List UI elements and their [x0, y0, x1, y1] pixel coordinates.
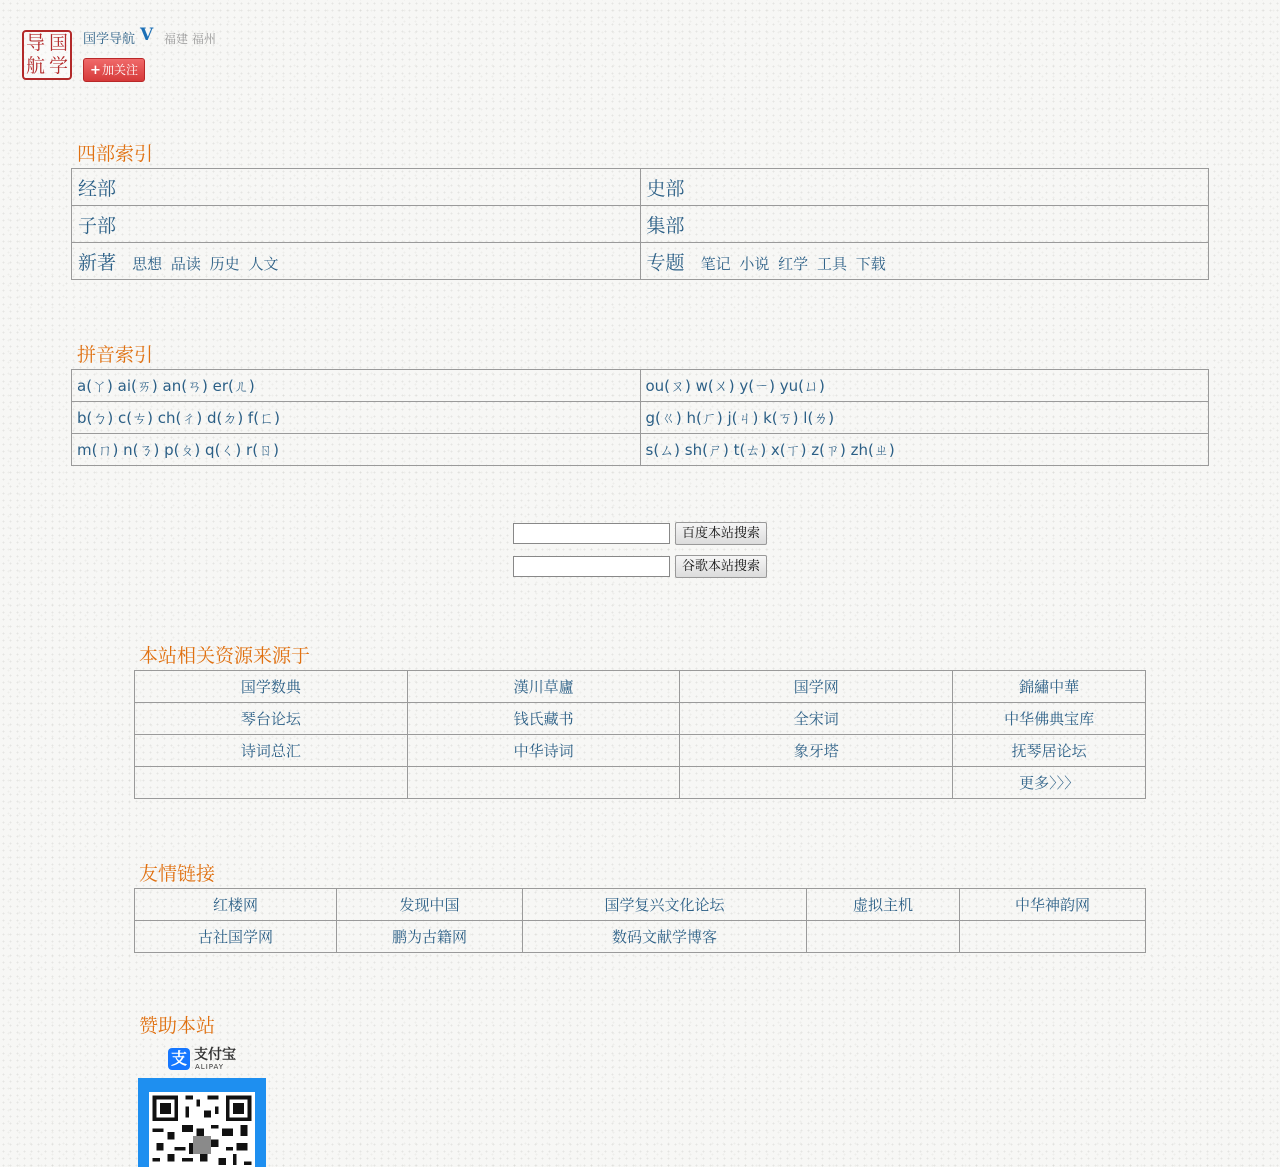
plus-icon: + [90, 63, 101, 78]
table-cell [640, 402, 1209, 434]
table-cell [72, 402, 641, 434]
source-link[interactable]: 錦繡中華 [1019, 678, 1080, 696]
source-link[interactable]: 中华诗词 [513, 742, 574, 760]
seal-char: 航 [25, 55, 45, 77]
table-cell [807, 921, 960, 953]
alipay-icon: 支 [168, 1048, 190, 1070]
table-cell [953, 767, 1146, 799]
alipay-name: 支付宝 [194, 1047, 236, 1063]
table-cell [953, 671, 1146, 703]
subcategory-link[interactable]: 历史 [209, 254, 240, 273]
table-cell [337, 921, 523, 953]
alipay-logo [168, 1047, 238, 1073]
google-search-button[interactable]: 谷歌本站搜索 [675, 555, 767, 578]
follow-label: 加关注 [101, 63, 138, 77]
subcategory-link[interactable]: 红学 [778, 254, 809, 273]
source-link[interactable]: 中华佛典宝库 [1004, 710, 1095, 728]
source-link[interactable]: 全宋词 [793, 710, 839, 728]
seal-char: 导 [25, 32, 45, 54]
table-cell [953, 703, 1146, 735]
friend-link[interactable]: 国学复兴文化论坛 [604, 896, 725, 914]
table-cell [680, 703, 953, 735]
table-cell [72, 169, 641, 206]
friend-links-table [134, 888, 1146, 953]
friend-link[interactable]: 红楼网 [212, 896, 258, 914]
alipay-qr-panel [138, 1078, 266, 1167]
source-link[interactable]: 诗词总汇 [240, 742, 301, 760]
pinyin-links[interactable]: ou(ㄡ) w(ㄨ) y(ㄧ) yu(ㄩ) [645, 377, 825, 395]
subcategory-link[interactable]: 人文 [248, 254, 279, 273]
table-cell [680, 671, 953, 703]
table-row [135, 671, 1146, 703]
category-link[interactable]: 集部 [646, 214, 685, 237]
qr-code-icon [149, 1092, 255, 1167]
verified-v-icon: V [140, 25, 154, 45]
subcategory-link[interactable]: 小说 [739, 254, 770, 273]
table-cell [72, 243, 641, 280]
table-row [135, 767, 1146, 799]
table-cell [960, 889, 1146, 921]
sibu-index-title: 四部索引 [77, 143, 154, 165]
pinyin-links[interactable]: g(ㄍ) h(ㄏ) j(ㄐ) k(ㄎ) l(ㄌ) [645, 409, 835, 427]
table-cell [960, 921, 1146, 953]
friend-link[interactable]: 数码文献学博客 [611, 928, 717, 946]
sponsor-title: 赞助本站 [139, 1015, 216, 1037]
source-link[interactable]: 抚琴居论坛 [1011, 742, 1087, 760]
table-cell [953, 735, 1146, 767]
baidu-search-input[interactable] [513, 523, 670, 544]
category-link[interactable]: 子部 [78, 214, 117, 237]
category-link[interactable]: 新著 [78, 251, 117, 274]
table-cell [407, 671, 680, 703]
table-cell [640, 243, 1209, 280]
friend-links-title: 友情链接 [139, 863, 216, 885]
table-row [72, 206, 1209, 243]
table-row [72, 243, 1209, 280]
table-cell [640, 169, 1209, 206]
friend-link[interactable]: 中华神韵网 [1014, 896, 1090, 914]
table-row [72, 169, 1209, 206]
table-cell [72, 370, 641, 402]
table-row [72, 434, 1209, 466]
account-name-link[interactable]: 国学导航 [83, 32, 136, 47]
table-cell [807, 889, 960, 921]
table-cell [523, 921, 807, 953]
table-cell [135, 671, 408, 703]
table-cell [680, 735, 953, 767]
category-link[interactable]: 史部 [646, 177, 685, 200]
source-link[interactable]: 国学网 [793, 678, 839, 696]
table-cell [680, 767, 953, 799]
alipay-subtitle: ALIPAY [195, 1063, 225, 1071]
more-sources-link[interactable]: 更多〉〉〉 [1019, 774, 1080, 792]
source-link[interactable]: 钱氏藏书 [513, 710, 574, 728]
subcategory-group [701, 255, 890, 273]
google-search-input[interactable] [513, 556, 670, 577]
table-row [135, 735, 1146, 767]
category-link[interactable]: 经部 [78, 177, 117, 200]
subcategory-group [132, 255, 282, 273]
pinyin-links[interactable]: s(ㄙ) sh(ㄕ) t(ㄊ) x(ㄒ) z(ㄗ) zh(ㄓ) [645, 441, 895, 459]
source-link[interactable]: 漢川草廬 [513, 678, 574, 696]
seal-char: 国 [48, 32, 68, 54]
seal-char: 学 [48, 55, 68, 77]
category-link[interactable]: 专题 [646, 251, 685, 274]
sibu-index-table [71, 168, 1209, 280]
table-cell [407, 735, 680, 767]
table-cell [135, 921, 337, 953]
table-row [72, 370, 1209, 402]
table-cell [640, 434, 1209, 466]
table-cell [640, 370, 1209, 402]
pinyin-links[interactable]: a(ㄚ) ai(ㄞ) an(ㄢ) er(ㄦ) [77, 377, 255, 395]
table-cell [135, 767, 408, 799]
table-cell [135, 735, 408, 767]
table-cell [407, 703, 680, 735]
table-cell [640, 206, 1209, 243]
table-cell [135, 889, 337, 921]
sources-title: 本站相关资源来源于 [139, 645, 311, 667]
table-cell [523, 889, 807, 921]
table-row [135, 921, 1146, 953]
account-location: 福建 福州 [164, 32, 216, 46]
subcategory-link[interactable]: 思想 [132, 254, 163, 273]
sources-table [134, 670, 1146, 799]
subcategory-link[interactable]: 下载 [855, 254, 886, 273]
pinyin-index-table [71, 369, 1209, 466]
table-cell [407, 767, 680, 799]
site-seal-logo[interactable] [22, 30, 72, 80]
friend-link[interactable]: 发现中国 [399, 896, 460, 914]
pinyin-links[interactable]: b(ㄅ) c(ㄘ) ch(ㄔ) d(ㄉ) f(ㄈ) [77, 409, 280, 427]
table-row [135, 889, 1146, 921]
friend-link[interactable]: 虚拟主机 [852, 896, 913, 914]
table-cell [135, 703, 408, 735]
table-row [135, 703, 1146, 735]
table-row [72, 402, 1209, 434]
source-link[interactable]: 国学数典 [240, 678, 301, 696]
table-cell [337, 889, 523, 921]
pinyin-index-title: 拼音索引 [77, 344, 154, 366]
subcategory-link[interactable]: 笔记 [700, 254, 731, 273]
friend-link[interactable]: 鹏为古籍网 [391, 928, 467, 946]
friend-link[interactable]: 古社国学网 [197, 928, 273, 946]
baidu-search-button[interactable]: 百度本站搜索 [675, 522, 767, 545]
source-link[interactable]: 琴台论坛 [240, 710, 301, 728]
pinyin-links[interactable]: m(ㄇ) n(ㄋ) p(ㄆ) q(ㄑ) r(ㄖ) [77, 441, 279, 459]
subcategory-link[interactable]: 工具 [816, 254, 847, 273]
table-cell [72, 206, 641, 243]
source-link[interactable]: 象牙塔 [793, 742, 839, 760]
follow-button[interactable] [83, 58, 145, 82]
table-cell [72, 434, 641, 466]
subcategory-link[interactable]: 品读 [170, 254, 201, 273]
